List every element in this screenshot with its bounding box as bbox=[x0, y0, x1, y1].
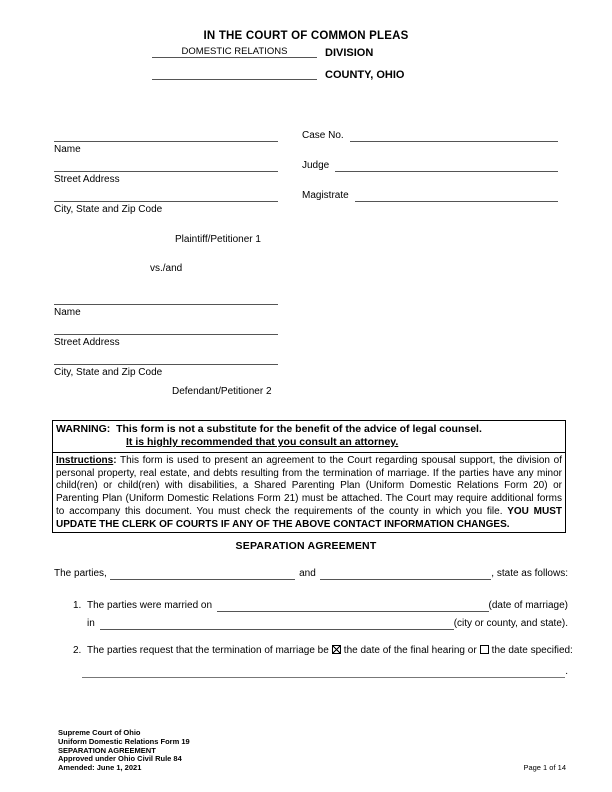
division-input[interactable]: DOMESTIC RELATIONS bbox=[152, 46, 317, 58]
footer-line: SEPARATION AGREEMENT bbox=[58, 745, 156, 755]
judge-input[interactable] bbox=[335, 160, 558, 172]
party2-city-input[interactable] bbox=[54, 353, 278, 365]
case-no-label: Case No. bbox=[302, 130, 344, 141]
court-title: IN THE COURT OF COMMON PLEAS bbox=[203, 30, 409, 42]
item-2-text: The parties request that the termination of marriage be the date of the final hearing or the date specified: bbox=[87, 645, 573, 656]
party2-name-input[interactable] bbox=[54, 293, 278, 305]
footer-line: Amended: June 1, 2021 bbox=[58, 763, 142, 773]
party1-name-input[interactable] bbox=[54, 130, 278, 142]
warning-line1: WARNING: This form is not a substitute for the benefit of the advice of legal counsel. bbox=[56, 423, 482, 435]
party1-name-fill-input[interactable] bbox=[110, 568, 295, 580]
judge-label: Judge bbox=[302, 160, 330, 171]
county-label: COUNTY, OHIO bbox=[325, 69, 405, 81]
page-number-label: Page 1 of 14 bbox=[523, 763, 566, 772]
party2-street-input[interactable] bbox=[54, 323, 278, 335]
party2-name-label: Name bbox=[54, 307, 81, 318]
division-row bbox=[152, 46, 373, 58]
case-no-input[interactable] bbox=[350, 130, 558, 142]
division-label: DIVISION bbox=[325, 47, 374, 59]
marriage-date-input[interactable] bbox=[217, 600, 488, 612]
county-input[interactable] bbox=[152, 68, 317, 80]
footer-line: Supreme Court of Ohio bbox=[58, 728, 141, 737]
date-specified-checkbox[interactable] bbox=[480, 645, 489, 654]
versus-label: vs./and bbox=[150, 263, 183, 274]
specified-date-row: . bbox=[82, 666, 568, 678]
party2-street-label: Street Address bbox=[54, 337, 120, 348]
warning-label: WARNING: bbox=[56, 423, 111, 435]
item-2-number: 2. bbox=[73, 645, 82, 656]
intro-prefix: The parties, bbox=[54, 568, 107, 579]
party2-block bbox=[54, 293, 278, 383]
instructions-box: Instructions: This form is used to present an agreement to the Court regarding spousal support, the division of personal property, real estate, and debts resulting from the termination of marriage. If the parties have any minor child(ren) or child(ren) with disabilities, a Shared Parenting Plan (Uniform Domestic Relations Form 20) or Parenting Plan (Uniform Domestic Relations Form 21) must be attached. The Court may require additional forms to accompany this document. You must check the requirements of the county in which you file. YOU MUST UPDATE THE CLERK OF COURTS IF ANY OF THE ABOVE CONTACT INFORMATION CHANGES. bbox=[52, 452, 566, 533]
warning-line2: It is highly recommended that you consult an attorney. bbox=[126, 436, 399, 448]
case-info-block bbox=[302, 130, 558, 220]
marriage-place-input[interactable] bbox=[100, 618, 454, 630]
instructions-label: Instructions bbox=[56, 455, 114, 466]
specified-date-input[interactable] bbox=[82, 667, 565, 678]
intro-suffix: , state as follows: bbox=[491, 568, 568, 579]
magistrate-input[interactable] bbox=[355, 190, 558, 202]
party1-street-input[interactable] bbox=[54, 160, 278, 172]
final-hearing-checkbox[interactable] bbox=[332, 645, 341, 654]
party2-city-label: City, State and Zip Code bbox=[54, 367, 163, 378]
party1-block bbox=[54, 130, 278, 220]
footer-line: Approved under Ohio Civil Rule 84 bbox=[58, 754, 182, 764]
party1-city-input[interactable] bbox=[54, 190, 278, 202]
instructions-body: This form is used to present an agreement to the Court regarding spousal support, the division of personal property, real estate, and debts resulting from the termination of marriage. If the parties have any minor child(ren) or child(ren) with disabilities, a Shared Parenting Plan (Uniform Domestic Relations Form 20) or Parenting Plan (Uniform Domestic Relations Form 21) must be attached. The Court may require additional forms to accompany this document. You must check the requirements of the county in which you file. bbox=[56, 455, 562, 517]
parties-intro-row bbox=[54, 568, 568, 580]
magistrate-label: Magistrate bbox=[302, 190, 349, 201]
defendant-role-label: Defendant/Petitioner 2 bbox=[172, 386, 272, 397]
item-1-number: 1. bbox=[73, 600, 82, 611]
party1-name-label: Name bbox=[54, 144, 81, 155]
party1-city-label: City, State and Zip Code bbox=[54, 204, 163, 215]
party1-street-label: Street Address bbox=[54, 174, 120, 185]
item-2 bbox=[73, 645, 573, 657]
footer-line: Uniform Domestic Relations Form 19 bbox=[58, 736, 190, 746]
intro-and: and bbox=[299, 568, 316, 579]
form-footer bbox=[58, 729, 190, 773]
county-row bbox=[152, 68, 404, 80]
party2-name-fill-input[interactable] bbox=[320, 568, 492, 580]
item-1: 1. The parties were married on (date of marriage) in (city or county, and state). bbox=[73, 600, 568, 629]
separation-agreement-title: SEPARATION AGREEMENT bbox=[235, 540, 377, 552]
plaintiff-role-label: Plaintiff/Petitioner 1 bbox=[175, 234, 261, 245]
warning-box bbox=[52, 420, 566, 453]
instructions-emphasis: YOU MUST UPDATE THE CLERK OF COURTS IF ANY OF THE ABOVE CONTACT INFORMATION CHANGES. bbox=[56, 505, 562, 530]
